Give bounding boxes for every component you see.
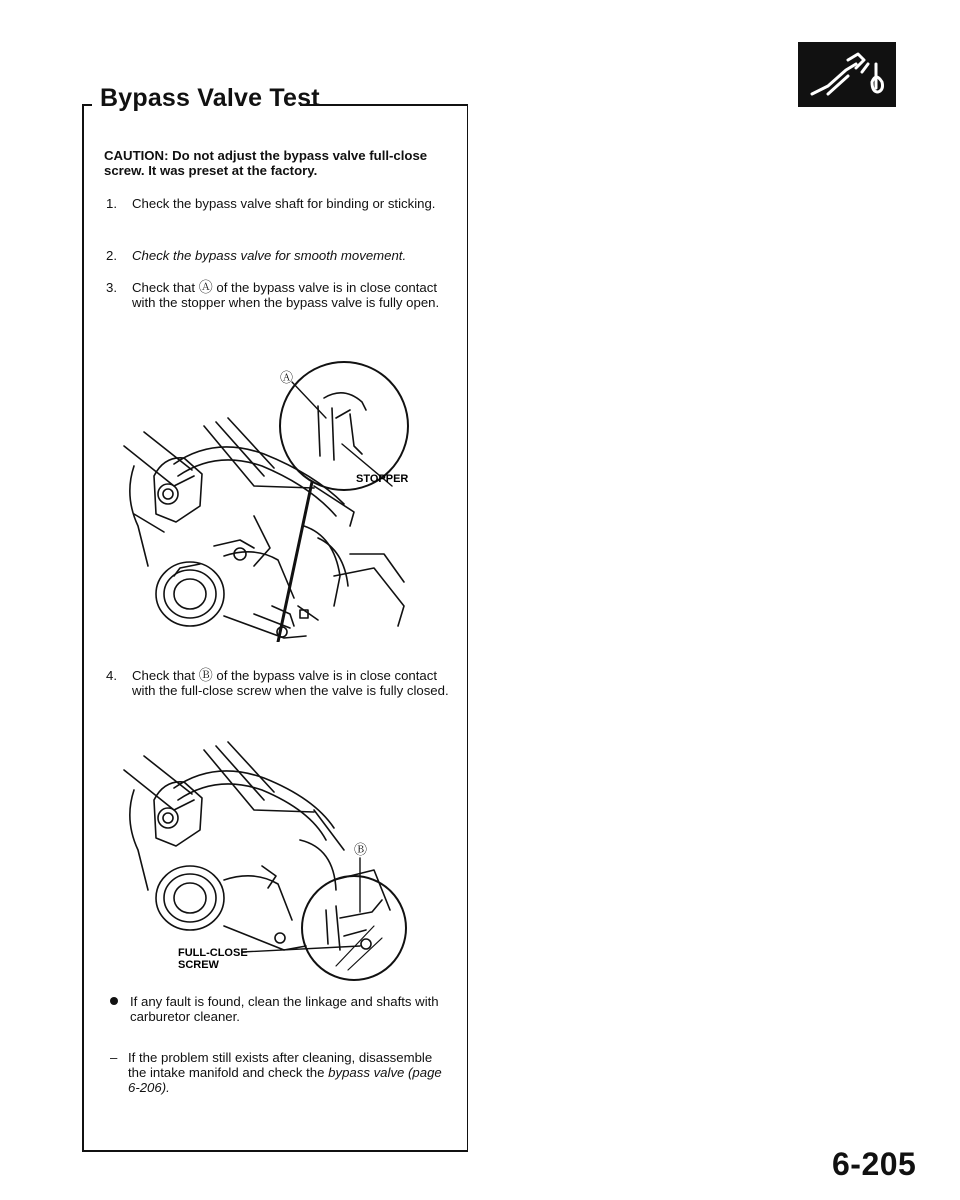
title-rule-left [82, 104, 92, 106]
stopper-label: STOPPER [356, 473, 409, 485]
step-number: 3. [106, 280, 117, 295]
step-text: Check that Ⓐ of the bypass valve is in close contact with the stopper when the bypass valve is fully open. [132, 279, 440, 310]
callout-b-marker: Ⓑ [198, 667, 213, 683]
step-text: Check the bypass valve shaft for binding or sticking. [132, 196, 436, 211]
step-2 [106, 248, 452, 263]
step-text: Check the bypass valve for smooth movement. [132, 248, 407, 263]
step-number: 4. [106, 668, 117, 683]
step-4 [106, 668, 452, 698]
page-number: 6-205 [832, 1146, 917, 1182]
bullet-dot [110, 997, 118, 1005]
step-3 [106, 280, 452, 310]
screw-label: SCREW [178, 959, 219, 971]
dash-mark: – [110, 1050, 118, 1065]
bullet-note [110, 994, 452, 1024]
dash-note [110, 1050, 452, 1095]
bullet-text: If any fault is found, clean the linkage and shafts with carburetor cleaner. [130, 994, 439, 1024]
step-text: Check that Ⓑ of the bypass valve is in close contact with the full-close screw when the valve is fully closed. [132, 667, 449, 698]
step-number: 1. [106, 196, 117, 211]
full-close-label: FULL-CLOSE [178, 947, 248, 959]
fuel-system-icon [798, 42, 896, 107]
callout-a-label: Ⓐ [280, 370, 294, 385]
callout-b-label: Ⓑ [354, 842, 368, 857]
step-number: 2. [106, 248, 117, 263]
figure-valve-open [104, 336, 464, 642]
step-1 [106, 196, 452, 211]
dash-text: If the problem still exists after cleaning, disassemble the intake manifold and check the bypass valve (page 6-206). [128, 1050, 442, 1095]
section-title: Bypass Valve Test [100, 84, 320, 112]
title-rule-right [300, 104, 468, 106]
callout-a-marker: Ⓐ [198, 279, 213, 295]
caution-note: CAUTION: Do not adjust the bypass valve full-close screw. It was preset at the factory. [104, 148, 428, 178]
figure-valve-closed [104, 730, 464, 990]
